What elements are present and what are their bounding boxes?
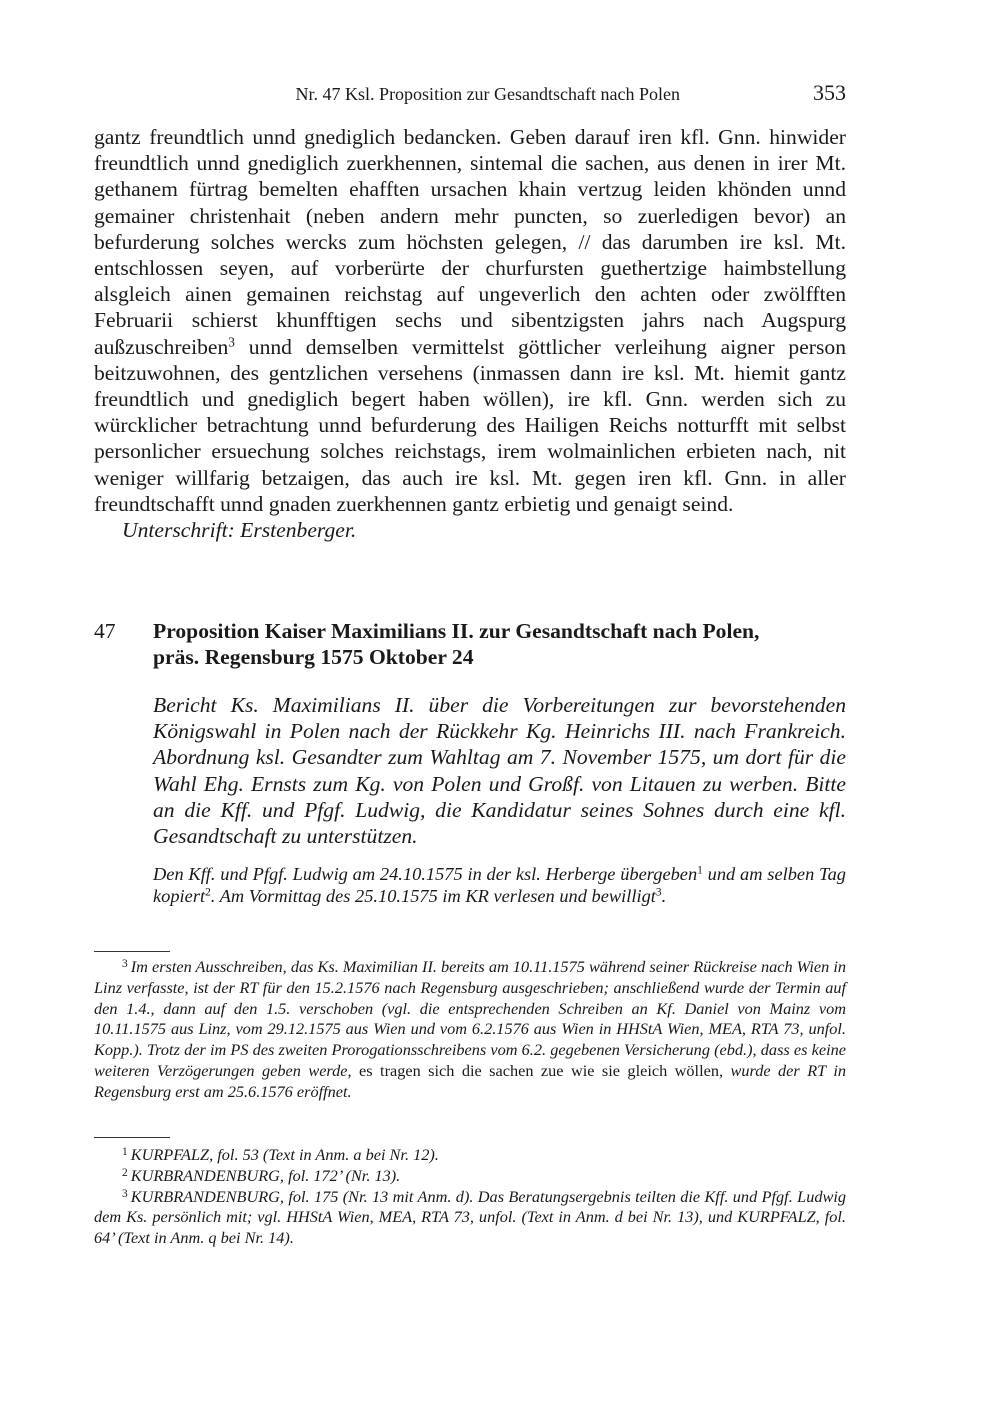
footnote-reference[interactable]: 3 xyxy=(228,334,235,350)
footnote-quote: es tragen sich die sachen zue wie sie gleich wöllen xyxy=(351,1060,719,1080)
footnote-number: 1 xyxy=(122,1146,128,1159)
transmission-text: Den Kff. und Pfgf. Ludwig am 24.10.1575 in der ksl. Herberge übergeben xyxy=(153,864,698,884)
footnote-text: , wurde der RT in Regensburg erst am 25.6.1576 eröffnet. xyxy=(94,1060,847,1101)
footnote-separator xyxy=(94,951,170,952)
footnote-reference[interactable]: 2 xyxy=(205,886,211,899)
body-paragraph-part2: unnd demselben vermittelst göttlicher verleihung aigner person beitzuwohnen, des gentzlichen versehens (inmassen dann ire ksl. Mt. hiemit gantz freundtlich und gnediglich begert haben wöllen), ire kfl. Gnn. werden sich zu würcklicher betrachtung unnd befurderung des Hailigen Reichs notturfft mit selbst personlicher ersuechung solches reichstags, irem wolmainlichen erbieten nach, nit weniger willfarig betzaigen, das auch ire ksl. Mt. gegen iren kfl. Gnn. in aller freundtschafft unnd gnaden zuerkhennen gantz erbietig und genaigt seind. xyxy=(94,334,846,516)
footnote-text: Im ersten Ausschreiben, das Ks. Maximilian II. bereits am 10.11.1575 während seiner Rückreise nach Wien in Linz verfasste, ist der RT für den 15.2.1576 nach Regensburg ausgeschrieben; anschließend wurde der Termin auf den 1.4., dann auf den 1.5. verschoben (vgl. die entsprechenden Schreiben an Kf. Daniel von Mainz vom 10.11.1575 aus Linz, vom 29.12.1575 aus Wien und vom 6.2.1576 aus Wien in HHStA Wien, MEA, RTA 73, unfol. Kopp.). Trotz der im PS des zweiten Prorogationsschreibens vom 6.2. gegebenen Versicherung (ebd.), dass es keine weiteren Verzögerungen geben werde, xyxy=(94,957,846,1080)
footnote-text: KURBRANDENBURG, fol. 172’ (Nr. 13). xyxy=(130,1165,401,1185)
document-title-line: Proposition Kaiser Maximilians II. zur Gesandtschaft nach Polen, xyxy=(153,619,760,643)
running-title: Nr. 47 Ksl. Proposition zur Gesandtschaft nach Polen xyxy=(295,84,680,104)
footnote-reference[interactable]: 1 xyxy=(697,864,703,877)
body-paragraph xyxy=(94,124,846,517)
footnote-separator xyxy=(94,1137,170,1138)
page-number: 353 xyxy=(813,80,846,105)
transmission-text: . xyxy=(661,885,667,906)
main-text xyxy=(94,124,846,543)
document-title xyxy=(153,618,846,670)
footnotes-text-apparatus xyxy=(94,957,846,1103)
footnote xyxy=(94,1166,846,1187)
document-number: 47 xyxy=(94,619,116,643)
footnote-text: KURPFALZ, fol. 53 (Text in Anm. a bei Nr. 12). xyxy=(130,1145,439,1164)
running-head xyxy=(94,80,846,108)
footnote xyxy=(94,1145,846,1166)
footnote-number: 3 xyxy=(122,1188,128,1201)
footnote-number: 2 xyxy=(122,1167,128,1180)
transmission-text: . Am Vormittag des 25.10.1575 im KR verlesen und bewilligt xyxy=(210,885,656,906)
footnotes-source-apparatus xyxy=(94,1145,846,1249)
footnote-text: KURBRANDENBURG, fol. 175 (Nr. 13 mit Anm. d). Das Beratungsergebnis teilten die Kff. und Pfgf. Ludwig dem Ks. persönlich mit; vgl. HHStA Wien, MEA, RTA 73, unfol. (Text in Anm. d bei Nr. 13), und KURPFALZ, fol. 64’ (Text in Anm. q bei Nr. 14). xyxy=(94,1186,846,1248)
document-heading xyxy=(94,618,846,670)
footnote-number: 3 xyxy=(122,958,128,971)
footnote xyxy=(94,1187,846,1249)
transmission-note xyxy=(153,864,846,907)
footnote xyxy=(94,957,846,1103)
footnote-reference[interactable]: 3 xyxy=(655,886,662,899)
regest: Bericht Ks. Maximilians II. über die Vorbereitungen zur bevorstehenden Königswahl in Polen nach der Rückkehr Kg. Heinrichs III. nach Frankreich. Abordnung ksl. Gesandter zum Wahltag am 7. November 1575, um dort für die Wahl Ehg. Ernsts zum Kg. von Polen und Großf. von Litauen zu werben. Bitte an die Kff. und Pfgf. Ludwig, die Kandidatur seines Sohnes durch eine kfl. Gesandtschaft zu unterstützen. xyxy=(153,693,846,849)
signature-line: Unterschrift: Erstenberger. xyxy=(122,518,357,543)
body-paragraph-part1: gantz freundtlich unnd gnediglich bedancken. Geben darauf iren kfl. Gnn. hinwider freundtlich unnd gnediglich zuerkhennen, sintemal die sachen, aus denen in irer Mt. gethanem fürtrag bemelten ehafften ursachen khain vertzug leiden khönden unnd gemainer christenhait (neben andern mehr puncten, so zuerledigen bevor) an befurderung solches wercks zum höchsten gelegen, // das darumben ire ksl. Mt. entschlossen seyen, auf vorberürte der churfursten guethertzige haimbstellung alsgleich ainen gemainen reichstag auf ungeverlich den achten oder zwölfften Februarii schierst khunfftigen sechs und sibentzigsten jahrs nach Augspurg außzuschreiben xyxy=(94,125,846,359)
document-title-line: präs. Regensburg 1575 Oktober 24 xyxy=(153,645,474,669)
transmission-text: und am selben Tag kopiert xyxy=(153,864,846,906)
